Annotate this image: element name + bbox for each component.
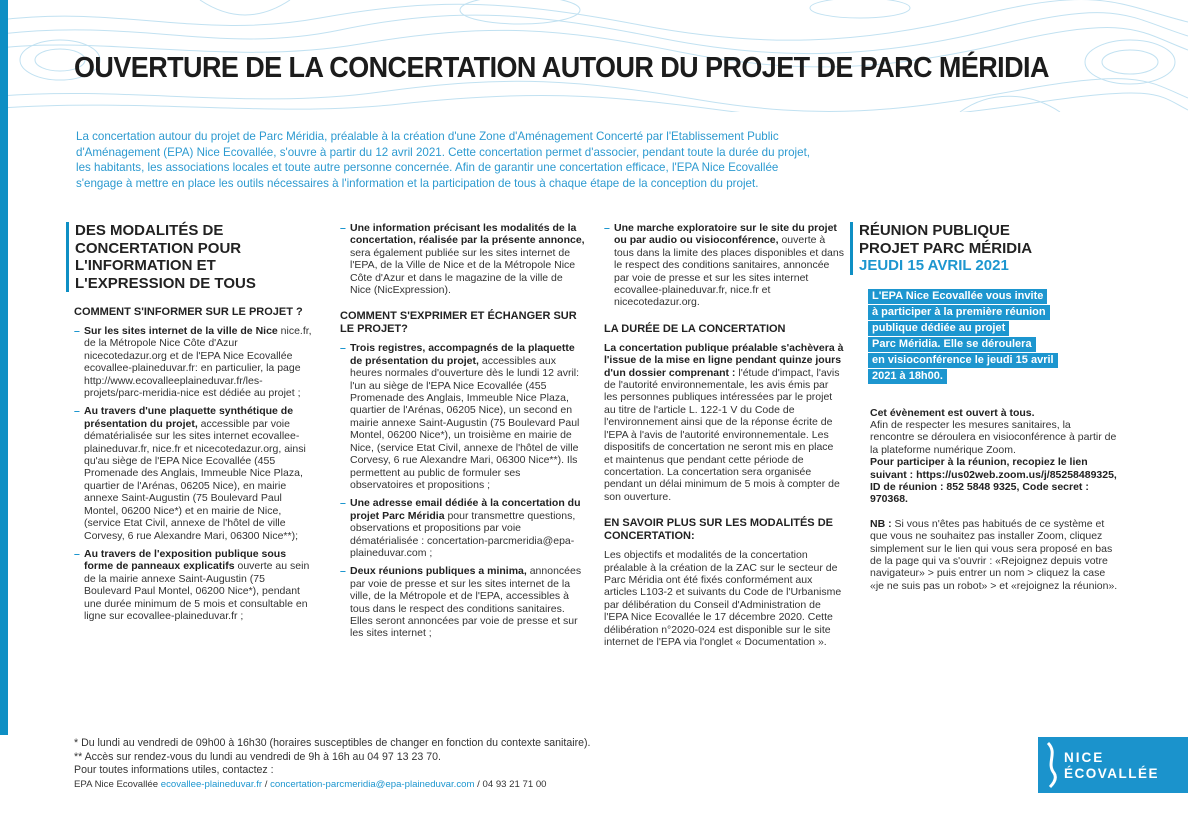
list-item: – Trois registres, accompagnés de la plaquette de présentation du projet, accessibles aux heures normales d'ouverture dès le lundi 12 avril: l'un au siège de l'EPA Nice Ecovallée (455 Promenade des Anglais, Immeuble Nice Plaza, quartier de l'Arénas, 06205 Nice), un second en mairie annexe Saint-Augustin (75 Boulevard Paul Montel, 06200 Nice*), un troisième en mairie de Nice, (service Etat Civil, annexe de l'hôtel de ville Corvesy, 6 rue Alexandre Mari, 06300 Nice**). Ils permettent au public de formuler ses observatoires et propositions ; [340, 342, 580, 491]
logo-wave-icon [1044, 741, 1062, 789]
event-open-line: Cet évènement est ouvert à tous. [870, 406, 1035, 419]
event-text: Afin de respecter les mesures sanitaires, la rencontre se déroulera en visioconférence à partir de la plateforme numérique Zoom. [870, 418, 1117, 456]
section-heading-reunion: RÉUNION PUBLIQUE PROJET PARC MÉRIDIA JEUDI 15 AVRIL 2021 [850, 222, 1118, 275]
column-modalites [74, 222, 314, 628]
duree-paragraph: La concertation publique préalable s'achèvera à l'issue de la mise en ligne pendant quinze jours d'un dossier comprenant : l'étude d'impact, l'avis de l'autorité environnementale, les avis émis par les personnes publiques intéressées par le projet au titre de l'article L. 122-1 V du Code de l'environnement ainsi que de la réponse écrite de l'EPA à l'avis de l'autorité environnementale. Les dispositifs de concertation ne seront mis en place et maintenus que pendant cette période de concertation. La concertation sera organisée pendant un délai minimum de 5 mois à compter de son ouverture. [604, 341, 844, 503]
list-item: – Sur les sites internet de la ville de Nice nice.fr, de la Métropole Nice Côte d'Azur nicecotedazur.org et de l'EPA Nice Ecovallée ecovallee-plaineduvar.fr: en particulier, la page http://www.ecovalleeplaineduvar.fr/les-projets/parc-meridia-nice est dédiée au projet ; [74, 325, 312, 400]
event-details [858, 407, 1118, 593]
phone-number: 04 93 21 71 00 [482, 778, 547, 790]
event-date: JEUDI 15 AVRIL 2021 [859, 257, 1009, 274]
email-link[interactable]: concertation-parcmeridia@epa-plaineduvar.com [270, 778, 475, 790]
contact-line: EPA Nice Ecovallée ecovallee-plaineduvar.fr / concertation-parcmeridia@epa-plaineduvar.com / 04 93 21 71 00 [74, 778, 547, 790]
list-item: – Une information précisant les modalités de la concertation, réalisée par la présente annonce, sera également publiée sur les sites internet de l'EPA, de la Ville de Nice et de la Métropole Nice Côte d'Azur et dans le magazine de la ville de Nice (NicExpression). [340, 222, 585, 297]
dash-bullet: – [340, 342, 346, 355]
invitation-box: L'EPA Nice Ecovallée vous invite à participer à la première réunion publique dédiée au projet Parc Méridia. Elle se déroulera en visioconférence le jeudi 15 avril 2021 à 18h00. [868, 289, 1118, 385]
subheading-exprimer: COMMENT S'EXPRIMER ET ÉCHANGER SUR LE PROJET? [340, 310, 577, 336]
footnote-2: ** Accès sur rendez-vous du lundi au vendredi de 9h à 16h au 04 97 13 23 70. [74, 750, 441, 763]
footnote-1: * Du lundi au vendredi de 09h00 à 16h30 (horaires susceptibles de changer en fonction du contexte sanitaire). [74, 737, 591, 749]
intro-paragraph: La concertation autour du projet de Parc Méridia, préalable à la création d'une Zone d'Aménagement Concerté par l'Etablissement Public d'Aménagement (EPA) Nice Ecovallée, s'ouvre à partir du 12 avril 2021. Cette concertation permet d'associer, pendant toute la durée du projet, les habitants, les associations locales et toute autre personne concernée. Afin de garantir une concertation efficace, l'EPA Nice Ecovallée s'engage à mettre en place les outils nécessaires à l'information et la participation de tous à chaque étape de la conception du projet. [76, 130, 811, 190]
nb-paragraph: NB : Si vous n'êtes pas habitués de ce système et que vous ne souhaitez pas installer Zoom, cliquez simplement sur le lien qui vous sera proposé en bas de la page qui va s'ouvrir : «Rejoignez depuis votre navigateur» > puis entrer un nom > cliquez la case «je ne suis pas un robot» > et «rejoignez la réunion». [870, 517, 1118, 592]
subheading-savoir-plus: EN SAVOIR PLUS SUR LES MODALITÉS DE CONCERTATION: [604, 517, 833, 543]
column-duree [604, 222, 844, 654]
dash-bullet: – [74, 547, 80, 560]
dash-bullet: – [340, 222, 346, 234]
page-title: OUVERTURE DE LA CONCERTATION AUTOUR DU PROJET DE PARC MÉRIDIA [74, 52, 1049, 84]
section-heading-modalites: DES MODALITÉS DE CONCERTATION POUR L'INFORMATION ET L'EXPRESSION DE TOUS [66, 222, 314, 292]
nice-ecovallee-logo: NICE ÉCOVALLÉE [1038, 737, 1188, 793]
list-item: – Une marche exploratoire sur le site du projet ou par audio ou visioconférence, ouverte à tous dans la limite des places disponibles et dans le respect des conditions sanitaires, annoncée par voie de presse et sur les sites internet ecovallee-plaineduvar.fr, nice.fr et nicecotedazur.org. [604, 222, 844, 309]
dash-bullet: – [604, 222, 610, 234]
dash-bullet: – [74, 405, 80, 418]
column-reunion [858, 222, 1118, 598]
list-item: – Deux réunions publiques a minima, annoncées par voie de presse et sur les sites internet de la ville, de la Métropole et de l'EPA, accessibles à tous dans le respect des conditions sanitaires. Elles seront annoncées par voie de presse et sur les sites internet ; [340, 565, 582, 640]
dash-bullet: – [340, 497, 346, 510]
list-item: – Une adresse email dédiée à la concertation du projet Parc Méridia pour transmettre questions, observations et propositions par voie dématérialisée : concertation-parcmeridia@epa-plaineduvar.com ; [340, 497, 581, 559]
left-accent-bar [0, 0, 8, 735]
subheading-duree: LA DURÉE DE LA CONCERTATION [604, 322, 786, 335]
dash-bullet: – [74, 325, 80, 337]
list-item: – Au travers d'une plaquette synthétique de présentation du projet, accessible par voie dématérialisée sur les sites internet ecovallee-plaineduvar.fr, nice.fr et nicecotedazur.org, ainsi qu'au siège de l'EPA Nice Ecovallée (455 Promenade des Anglais, Immeuble Nice Plaza, quartier de l'Arénas, 06205 Nice), en mairie annexe Saint-Augustin (75 Boulevard Paul Montel, 06200 Nice*) et en mairie de Nice, (service Etat Civil, annexe de l'hôtel de ville Corvesy, 6 rue Alexandre Mari, 06300 Nice**); [74, 405, 306, 542]
savoir-plus-paragraph: Les objectifs et modalités de la concertation préalable à la création de la ZAC sur le secteur de Parc Méridia ont été fixés conformément aux articles L103-2 et suivants du Code de l'Urbanisme par délibération du Conseil d'Administration de l'EPA Nice Ecovallée le 17 décembre 2020. Cette délibération n°2020-024 est disponible sur le site internet de l'EPA via l'onglet « Documentation ». [604, 549, 842, 648]
footer [74, 737, 591, 791]
website-link[interactable]: ecovallee-plaineduvar.fr [160, 778, 263, 790]
dash-bullet: – [340, 565, 346, 578]
contact-label: Pour toutes informations utiles, contactez : [74, 764, 274, 776]
zoom-link-text[interactable]: Pour participer à la réunion, recopiez le lien suivant : https://us02web.zoom.us/j/85258489325, ID de réunion : 852 5848 9325, Code secret : 970368. [870, 456, 1117, 506]
subheading-informer: COMMENT S'INFORMER SUR LE PROJET ? [74, 306, 303, 318]
list-item: – Au travers de l'exposition publique sous forme de panneaux explicatifs ouverte au sein de la mairie annexe Saint-Augustin (75 Boulevard Paul Montel, 06200 Nice*), pendant une durée minimum de 5 mois et consultable en ligne sur ecovallee-plaineduvar.fr ; [74, 547, 310, 622]
column-exprimer [340, 222, 586, 646]
